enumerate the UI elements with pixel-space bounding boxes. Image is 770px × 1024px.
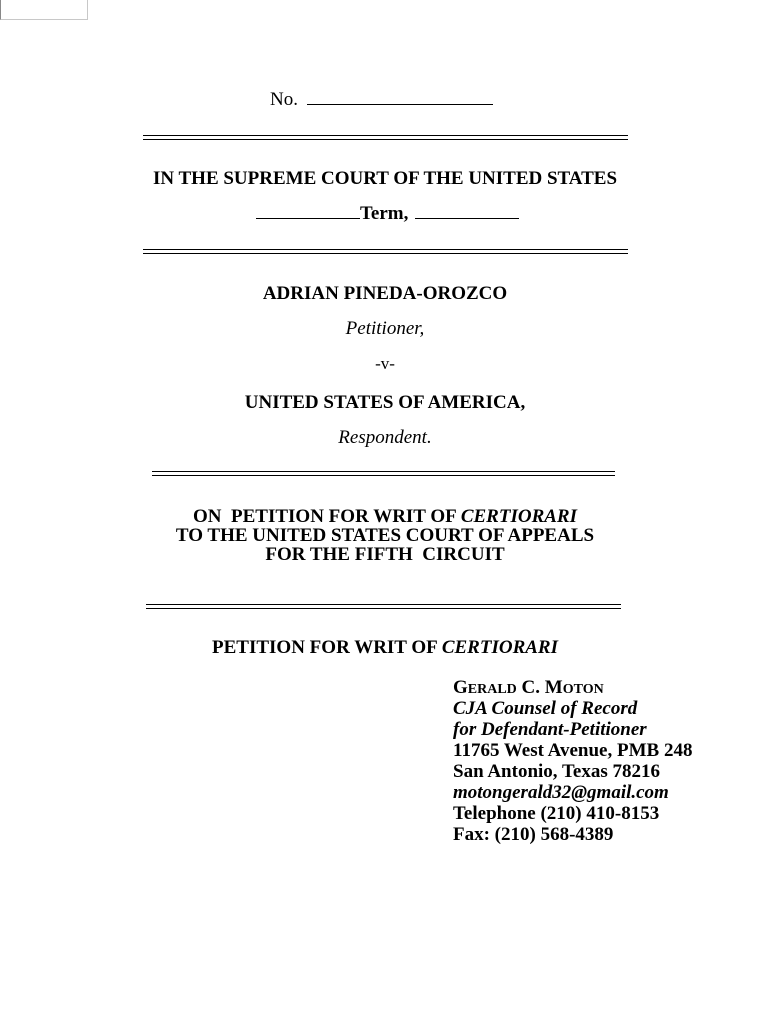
counsel-address-line2: San Antonio, Texas 78216 (453, 761, 660, 782)
term-blank-right (415, 218, 519, 219)
counsel-name-part: OTON (562, 682, 604, 697)
counsel-name (453, 677, 604, 699)
document-title-certiorari: CERTIORARI (441, 637, 558, 658)
counsel-name-part: ERALD (467, 682, 517, 697)
term-label: Term, (360, 203, 409, 224)
counsel-for: for Defendant-Petitioner (453, 719, 647, 740)
double-rule (152, 471, 615, 476)
court-name: IN THE SUPREME COURT OF THE UNITED STATES (152, 168, 618, 189)
counsel-telephone: Telephone (210) 410-8153 (453, 803, 660, 824)
versus: -v- (375, 354, 395, 373)
document-title-prefix: PETITION FOR WRIT OF (212, 637, 442, 658)
document-title (0, 637, 770, 659)
petition-on-prefix: ON PETITION FOR WRIT OF (193, 506, 461, 527)
docket-number-line (270, 89, 493, 111)
counsel-role: CJA Counsel of Record (453, 698, 638, 719)
double-rule (143, 249, 628, 254)
counsel-name-part: M (544, 677, 563, 698)
counsel-fax: Fax: (210) 568-4389 (453, 824, 614, 845)
counsel-name-part: G (453, 677, 468, 698)
term-line (256, 203, 519, 225)
petition-on-line3: FOR THE FIFTH CIRCUIT (265, 544, 505, 565)
counsel-address-line1: 11765 West Avenue, PMB 248 (453, 740, 693, 761)
respondent-name: UNITED STATES OF AMERICA, (244, 392, 526, 413)
respondent-role: Respondent. (338, 427, 432, 448)
petition-on-certiorari: CERTIORARI (460, 506, 577, 527)
counsel-name-part: C. (516, 677, 545, 698)
page-corner-box (0, 0, 88, 20)
petitioner-name: ADRIAN PINEDA-OROZCO (262, 283, 508, 304)
term-blank-left (256, 218, 360, 219)
counsel-email: motongerald32@gmail.com (453, 782, 669, 803)
petitioner-role: Petitioner, (345, 318, 425, 339)
double-rule (143, 135, 628, 140)
double-rule (146, 604, 621, 609)
docket-blank (307, 104, 493, 105)
docket-label: No. (270, 89, 298, 110)
petition-on-line2: TO THE UNITED STATES COURT OF APPEALS (175, 525, 595, 546)
